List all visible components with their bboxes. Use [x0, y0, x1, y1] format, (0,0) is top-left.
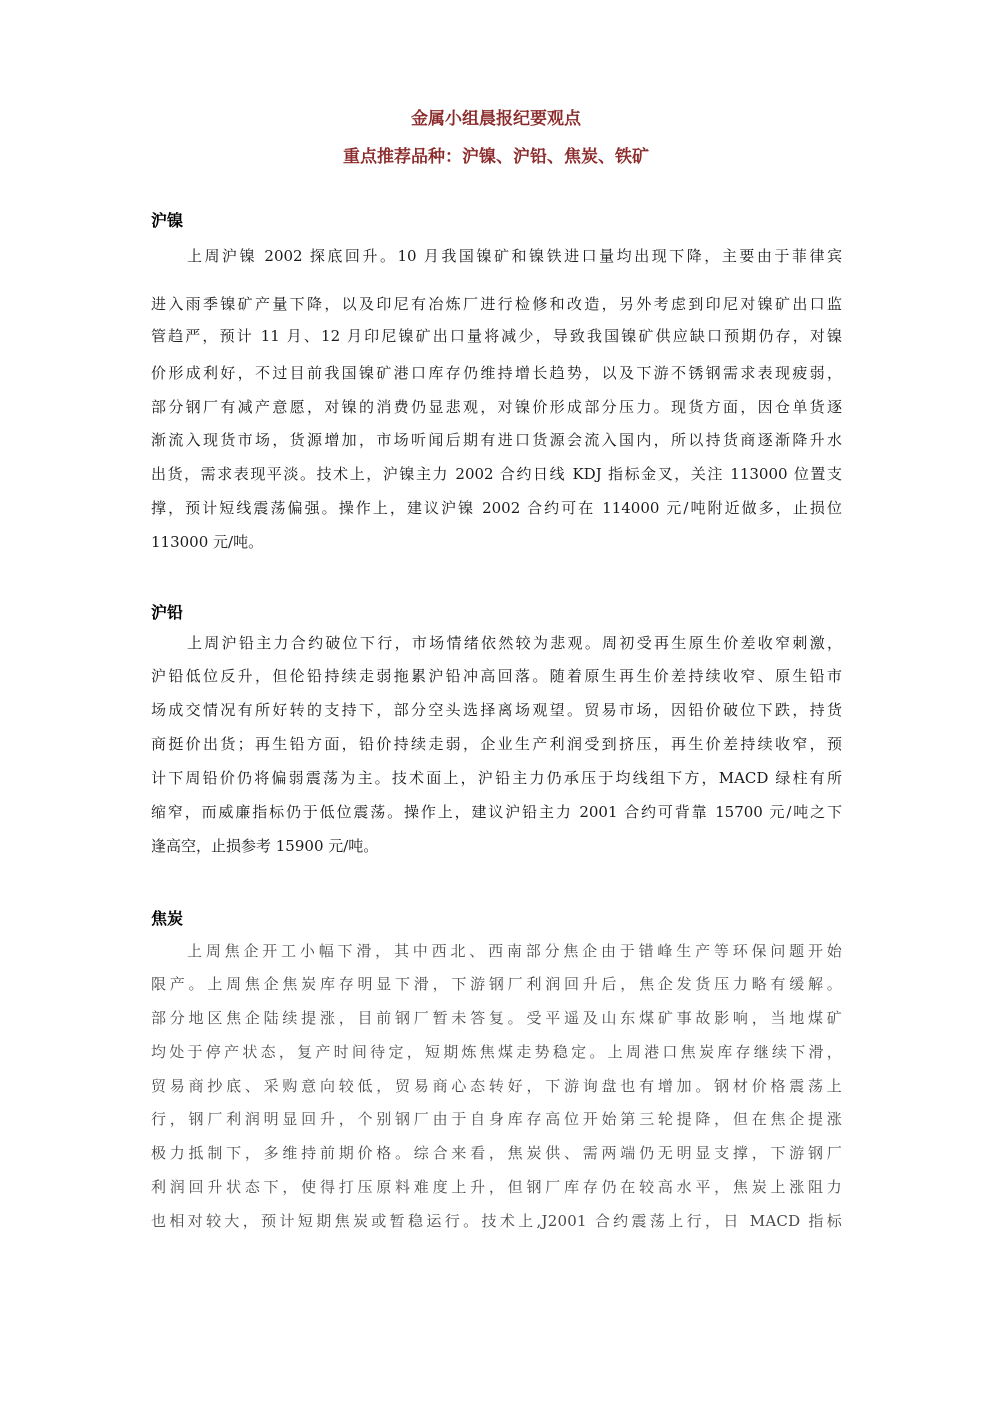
paragraph-line: 逢高空，止损参考 15900 元/吨。 — [151, 837, 379, 855]
paragraph-line: 渐流入现货市场，货源增加，市场听闻后期有进口货源会流入国内，所以持货商逐渐降升水 — [151, 431, 842, 449]
paragraph-line: 出货，需求表现平淡。技术上，沪镍主力 2002 合约日线 KDJ 指标金叉，关注 113000 位置支 — [151, 465, 842, 483]
paragraph-line: 利润回升状态下，使得打压原料难度上升，但钢厂库存仍在较高水平，焦炭上涨阻力 — [151, 1178, 842, 1196]
section-heading-coke: 焦炭 — [151, 909, 184, 928]
section-heading-lead: 沪铅 — [151, 603, 184, 622]
paragraph-line: 上周沪镍 2002 探底回升。10 月我国镍矿和镍铁进口量均出现下降，主要由于菲律宾 — [187, 247, 842, 265]
paragraph-line: 行，钢厂利润明显回升，个别钢厂由于自身库存高位开始第三轮提降，但在焦企提涨 — [151, 1110, 842, 1128]
paragraph-line: 113000 元/吨。 — [151, 533, 264, 551]
section-heading-nickel: 沪镍 — [151, 211, 184, 230]
paragraph-line: 也相对较大，预计短期焦炭或暂稳运行。技术上,J2001 合约震荡上行，日 MACD 指标 — [151, 1212, 842, 1230]
paragraph-line: 商挺价出货；再生铅方面，铅价持续走弱，企业生产利润受到挤压，再生价差持续收窄，预 — [151, 735, 842, 753]
paragraph-line: 上周沪铅主力合约破位下行，市场情绪依然较为悲观。周初受再生原生价差收窄刺激， — [187, 634, 842, 652]
paragraph-line: 价形成利好，不过目前我国镍矿港口库存仍维持增长趋势，以及下游不锈钢需求表现疲弱， — [151, 364, 842, 382]
document-title: 金属小组晨报纪要观点 — [411, 109, 581, 129]
paragraph-line: 均处于停产状态，复产时间待定，短期炼焦煤走势稳定。上周港口焦炭库存继续下滑， — [151, 1043, 842, 1061]
paragraph-line: 场成交情况有所好转的支持下，部分空头选择离场观望。贸易市场，因铅价破位下跌，持货 — [151, 701, 842, 719]
document-subtitle: 重点推荐品种：沪镍、沪铅、焦炭、铁矿 — [343, 147, 649, 167]
paragraph-line: 计下周铅价仍将偏弱震荡为主。技术面上，沪铅主力仍承压于均线组下方，MACD 绿柱有所 — [151, 769, 842, 787]
paragraph-line: 进入雨季镍矿产量下降，以及印尼有冶炼厂进行检修和改造，另外考虑到印尼对镍矿出口监 — [151, 295, 842, 313]
paragraph-line: 部分地区焦企陆续提涨，目前钢厂暂未答复。受平遥及山东煤矿事故影响，当地煤矿 — [151, 1009, 842, 1027]
paragraph-line: 部分钢厂有减产意愿，对镍的消费仍显悲观，对镍价形成部分压力。现货方面，因仓单货逐 — [151, 398, 842, 416]
paragraph-line: 贸易商抄底、采购意向较低，贸易商心态转好，下游询盘也有增加。钢材价格震荡上 — [151, 1077, 842, 1095]
paragraph-line: 限产。上周焦企焦炭库存明显下滑，下游钢厂利润回升后，焦企发货压力略有缓解。 — [151, 975, 842, 993]
paragraph-line: 上周焦企开工小幅下滑，其中西北、西南部分焦企由于错峰生产等环保问题开始 — [187, 942, 842, 960]
paragraph-line: 缩窄，而威廉指标仍于低位震荡。操作上，建议沪铅主力 2001 合约可背靠 15700 元/吨之下 — [151, 803, 842, 821]
paragraph-line: 撑，预计短线震荡偏强。操作上，建议沪镍 2002 合约可在 114000 元/吨附近做多，止损位 — [151, 499, 842, 517]
paragraph-line: 极力抵制下，多维持前期价格。综合来看，焦炭供、需两端仍无明显支撑，下游钢厂 — [151, 1144, 842, 1162]
paragraph-line: 沪铅低位反升，但伦铅持续走弱拖累沪铅冲高回落。随着原生再生价差持续收窄、原生铅市 — [151, 667, 842, 685]
paragraph-line: 管趋严，预计 11 月、12 月印尼镍矿出口量将减少，导致我国镍矿供应缺口预期仍存，对镍 — [151, 327, 842, 345]
